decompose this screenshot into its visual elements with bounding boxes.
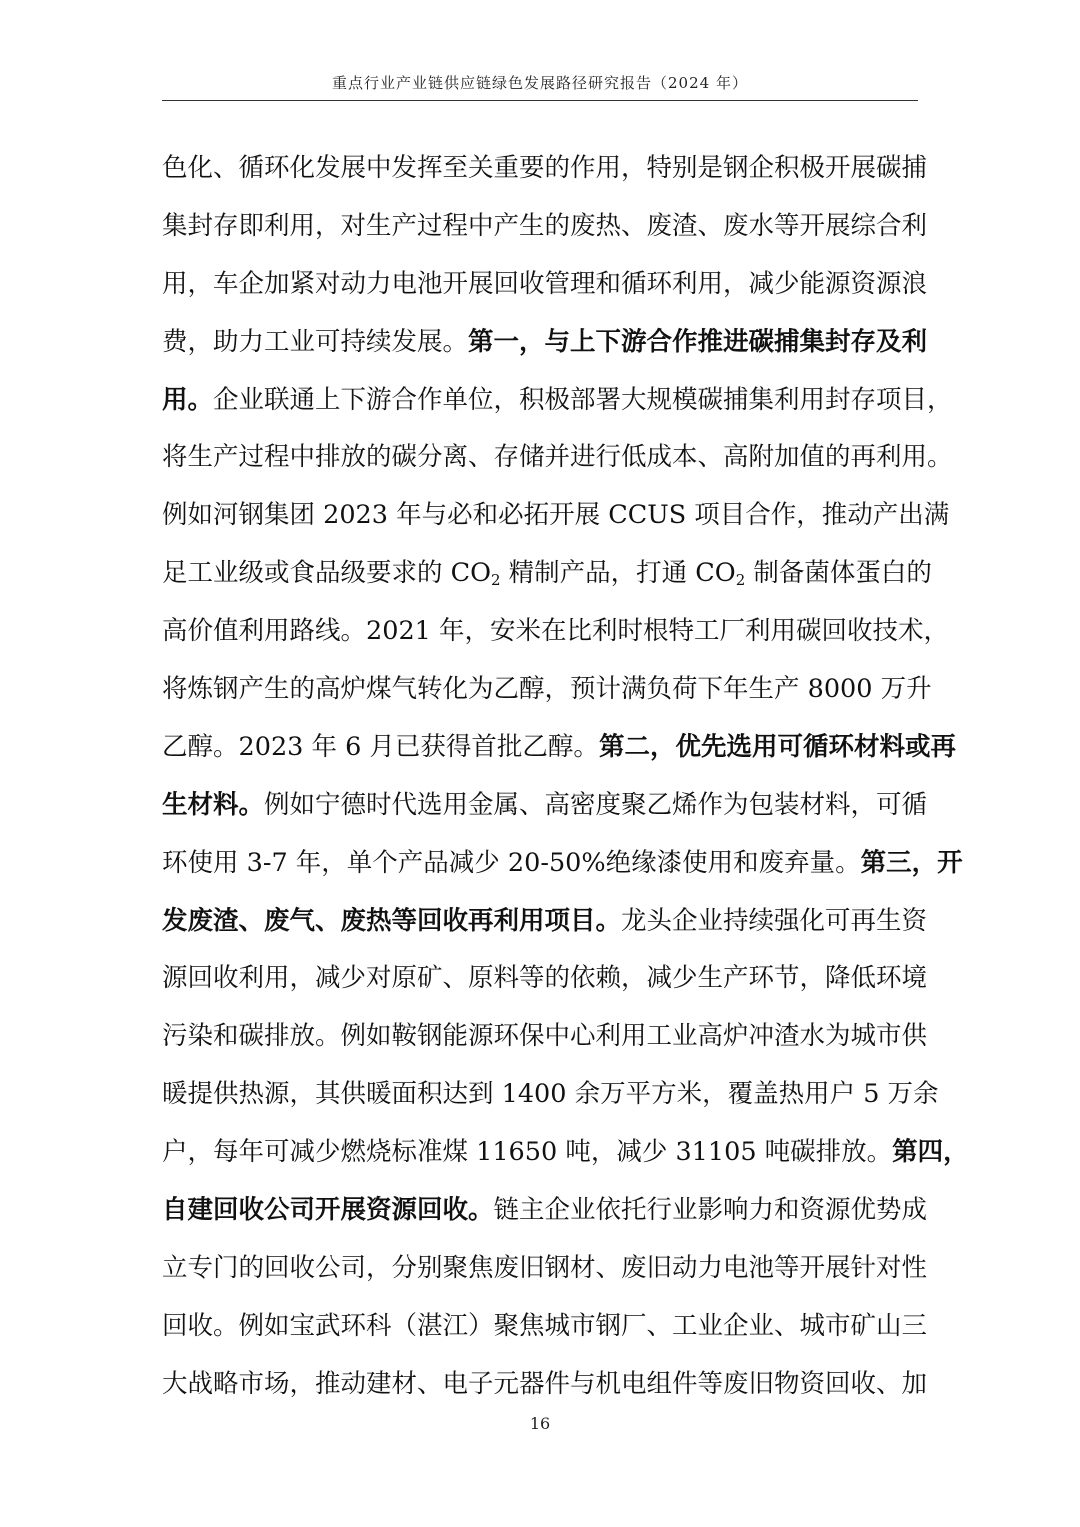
text-line <box>162 1240 928 1298</box>
text-run: 链主企业依托行业影响力和资源优势成 <box>493 1195 928 1226</box>
text-run: 高价值利用路线。2021 年，安米在比利时根特工厂利用碳回收技术， <box>162 616 950 647</box>
text-line <box>162 777 928 835</box>
page-number: 16 <box>529 1414 551 1433</box>
text-run: 色化、循环化发展中发挥至关重要的作用，特别是钢企积极开展碳捕 <box>162 153 928 183</box>
text-line <box>162 1008 928 1066</box>
text-run: 例如河钢集团 2023 年与必和必拓开展 CCUS 项目合作，推动产出满 <box>162 500 950 531</box>
text-line <box>162 140 928 198</box>
text-line <box>162 1124 969 1182</box>
text-run: 集封存即利用，对生产过程中产生的废热、废渣、废水等开展综合利 <box>162 210 928 241</box>
text-line <box>162 487 950 545</box>
header-rule <box>162 100 918 101</box>
text-line <box>162 429 953 487</box>
text-run: 将生产过程中排放的碳分离、存储并进行低成本、高附加值的再利用。 <box>162 442 953 473</box>
text-line <box>162 256 928 314</box>
text-run: 足工业级或食品级要求的 CO <box>162 558 492 589</box>
text-line <box>162 372 953 430</box>
body-text <box>162 140 969 1414</box>
text-run: 用，车企加紧对动力电池开展回收管理和循环利用，减少能源资源浪 <box>162 268 928 299</box>
heading-fourth-end: 自建回收公司开展资源回收。 <box>162 1195 494 1226</box>
heading-third-end: 发废渣、废气、废热等回收再利用项目。 <box>162 905 622 936</box>
heading-third: 第三，开 <box>860 847 963 878</box>
text-run: 污染和碳排放。例如鞍钢能源环保中心利用工业高炉冲渣水为城市供 <box>162 1021 928 1052</box>
text-line <box>162 950 928 1008</box>
heading-first: 第一，与上下游合作推进碳捕集封存及利 <box>468 326 928 357</box>
text-line <box>162 545 932 603</box>
text-run: 将炼钢产生的高炉煤气转化为乙醇，预计满负荷下年生产 8000 万升 <box>162 674 932 705</box>
text-run: 回收。例如宝武环科（湛江）聚焦城市钢厂、工业企业、城市矿山三 <box>162 1310 928 1341</box>
text-line <box>162 603 950 661</box>
text-line <box>162 893 928 951</box>
text-run: 环使用 3-7 年，单个产品减少 20-50%绝缘漆使用和废弃量。 <box>162 847 861 878</box>
heading-second-end: 生材料。 <box>162 789 265 820</box>
running-header: 重点行业产业链供应链绿色发展路径研究报告（2024 年） <box>332 74 748 92</box>
text-run: 例如宁德时代选用金属、高密度聚乙烯作为包装材料，可循 <box>264 789 928 820</box>
text-line <box>162 314 928 372</box>
text-run: 乙醇。2023 年 6 月已获得首批乙醇。 <box>162 731 599 762</box>
text-line <box>162 1066 939 1124</box>
text-run: 精制产品，打通 CO <box>500 558 736 589</box>
text-run: 龙头企业持续强化可再生资 <box>621 905 928 936</box>
heading-fourth: 第四， <box>892 1137 969 1168</box>
text-line <box>162 1298 928 1356</box>
text-line <box>162 835 963 893</box>
text-line <box>162 719 956 777</box>
heading-first-end: 用。 <box>162 384 214 415</box>
text-line <box>162 661 932 719</box>
text-run: 立专门的回收公司，分别聚焦废旧钢材、废旧动力电池等开展针对性 <box>162 1252 928 1283</box>
subscript: 2 <box>735 570 746 589</box>
subscript: 2 <box>491 570 501 589</box>
heading-second: 第二，优先选用可循环材料或再 <box>598 731 956 762</box>
text-line <box>162 1356 928 1414</box>
text-run: 费，助力工业可持续发展。 <box>162 326 469 357</box>
text-run: 制备菌体蛋白的 <box>745 558 932 589</box>
text-run: 企业联通上下游合作单位，积极部署大规模碳捕集利用封存项目， <box>213 384 953 415</box>
text-line <box>162 1182 928 1240</box>
text-run: 暖提供热源，其供暖面积达到 1400 余万平方米，覆盖热用户 5 万余 <box>162 1079 939 1110</box>
text-run: 源回收利用，减少对原矿、原料等的依赖，减少生产环节，降低环境 <box>162 963 928 994</box>
text-run: 户，每年可减少燃烧标准煤 11650 吨，减少 31105 吨碳排放。 <box>162 1137 893 1168</box>
text-line <box>162 198 928 256</box>
text-run: 大战略市场，推动建材、电子元器件与机电组件等废旧物资回收、加 <box>162 1368 928 1399</box>
